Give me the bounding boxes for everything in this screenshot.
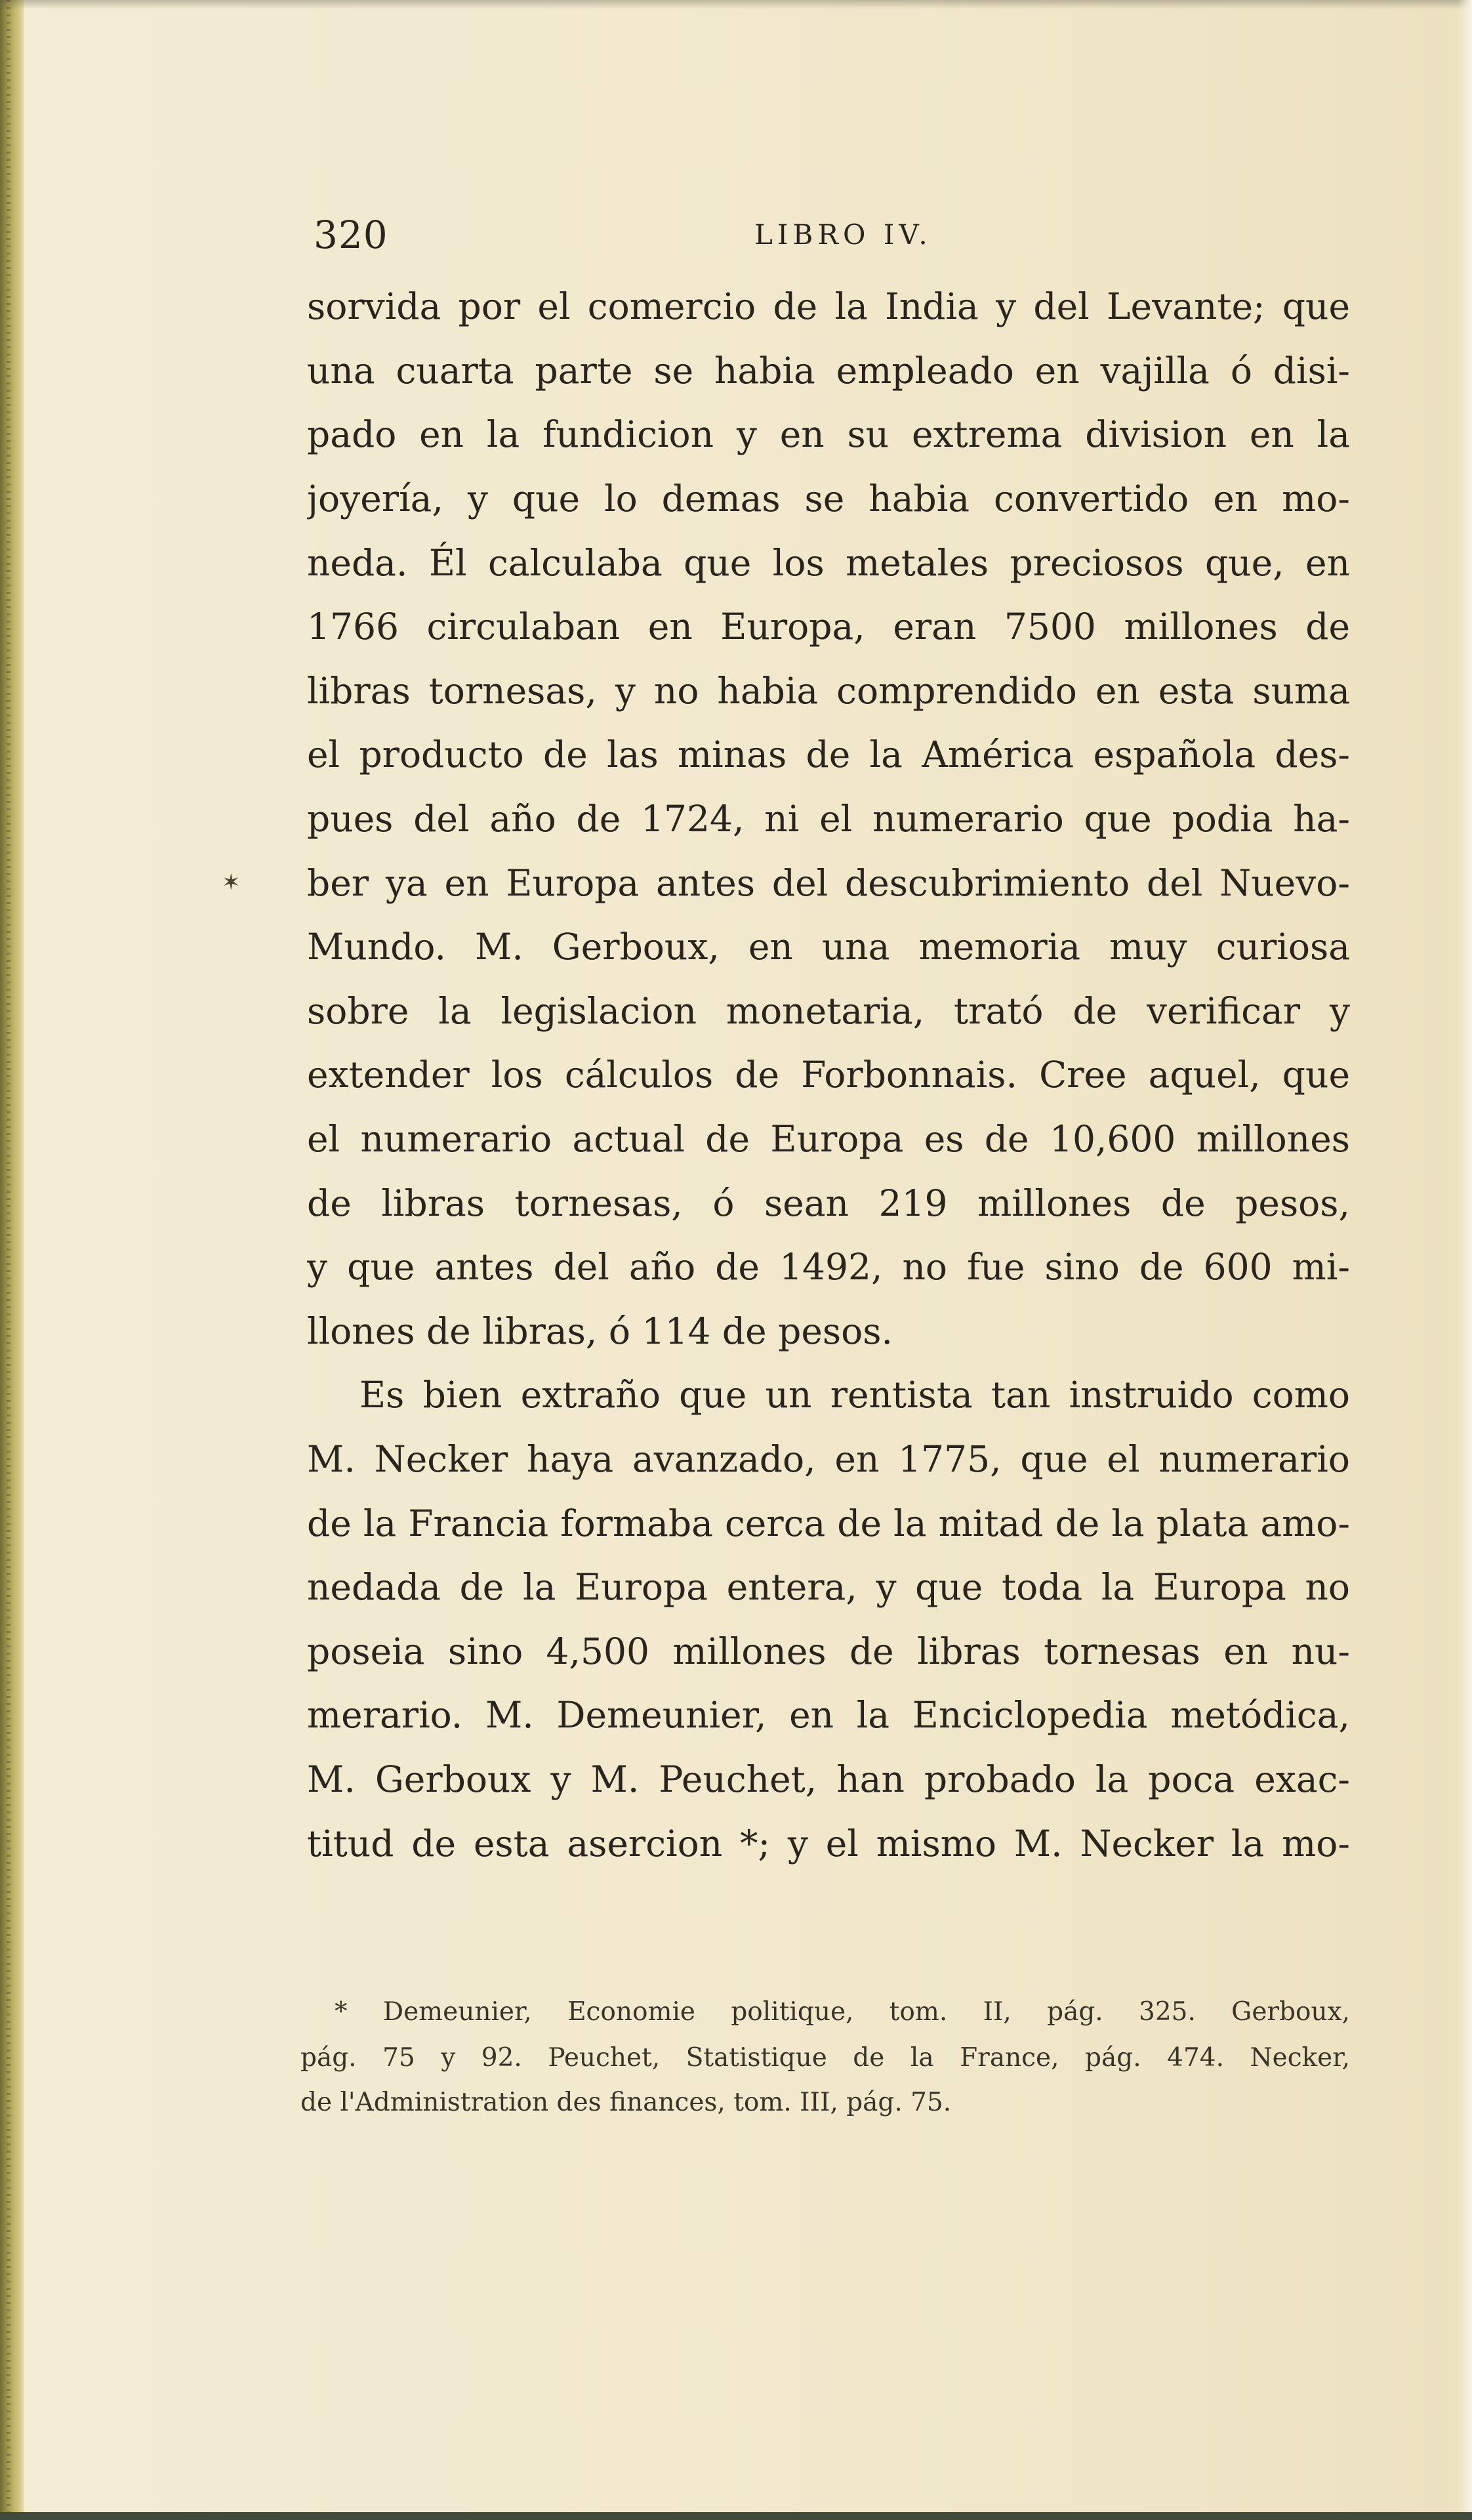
text-line: sobre la legislacion monetaria, trató de verificar y (307, 990, 1350, 1032)
text-line: libras tornesas, y no habia comprendido en esta suma (307, 670, 1350, 712)
footnote-line: * Demeunier, Economie politique, tom. II, pág. 325. Gerboux, (335, 1997, 1350, 2027)
text-line: M. Gerboux y M. Peuchet, han probado la poca exac- (307, 1758, 1350, 1800)
text-line: poseia sino 4,500 millones de libras tornesas en nu- (307, 1630, 1350, 1672)
text-line: sorvida por el comercio de la India y del Levante; que (307, 285, 1350, 327)
text-line: el producto de las minas de la América española des- (307, 733, 1350, 775)
text-line: joyería, y que lo demas se habia convertido en mo- (307, 478, 1350, 520)
text-line: M. Necker haya avanzado, en 1775, que el numerario (307, 1438, 1350, 1480)
text-line: pado en la fundicion y en su extrema division en la (307, 413, 1350, 455)
text-line: merario. M. Demeunier, en la Enciclopedia metódica, (307, 1694, 1350, 1736)
footnote-line: de l'Administration des finances, tom. III, pág. 75. (300, 2088, 952, 2117)
text-line: llones de libras, ó 114 de pesos. (307, 1310, 893, 1352)
text-line: de la Francia formaba cerca de la mitad de la plata amo- (307, 1502, 1350, 1544)
text-line: una cuarta parte se habia empleado en vajilla ó disi- (307, 350, 1350, 392)
text-line: neda. Él calculaba que los metales preciosos que, en (307, 542, 1350, 584)
text-line: el numerario actual de Europa es de 10,600 millones (307, 1118, 1350, 1160)
text-line: ber ya en Europa antes del descubrimiento del Nuevo- (307, 862, 1350, 904)
text-line: titud de esta asercion *; y el mismo M. Necker la mo- (307, 1823, 1350, 1865)
text-line: Mundo. M. Gerboux, en una memoria muy curiosa (307, 926, 1350, 968)
text-line: y que antes del año de 1492, no fue sino de 600 mi- (307, 1246, 1350, 1288)
ink-smudge-mark: ✶ (222, 869, 241, 896)
footnote-line: pág. 75 y 92. Peuchet, Statistique de la France, pág. 474. Necker, (300, 2043, 1350, 2073)
text-line: pues del año de 1724, ni el numerario que podia ha- (307, 798, 1350, 840)
running-title: LIBRO IV. (754, 218, 932, 251)
page-number: 320 (314, 213, 388, 257)
paragraph-first-line: Es bien extraño que un rentista tan instruido como (359, 1374, 1350, 1416)
text-line: nedada de la Europa entera, y que toda la Europa no (307, 1566, 1350, 1608)
text-line: de libras tornesas, ó sean 219 millones de pesos, (307, 1182, 1350, 1224)
text-line: extender los cálculos de Forbonnais. Cree aquel, que (307, 1054, 1350, 1096)
text-line: 1766 circulaban en Europa, eran 7500 millones de (307, 606, 1350, 648)
